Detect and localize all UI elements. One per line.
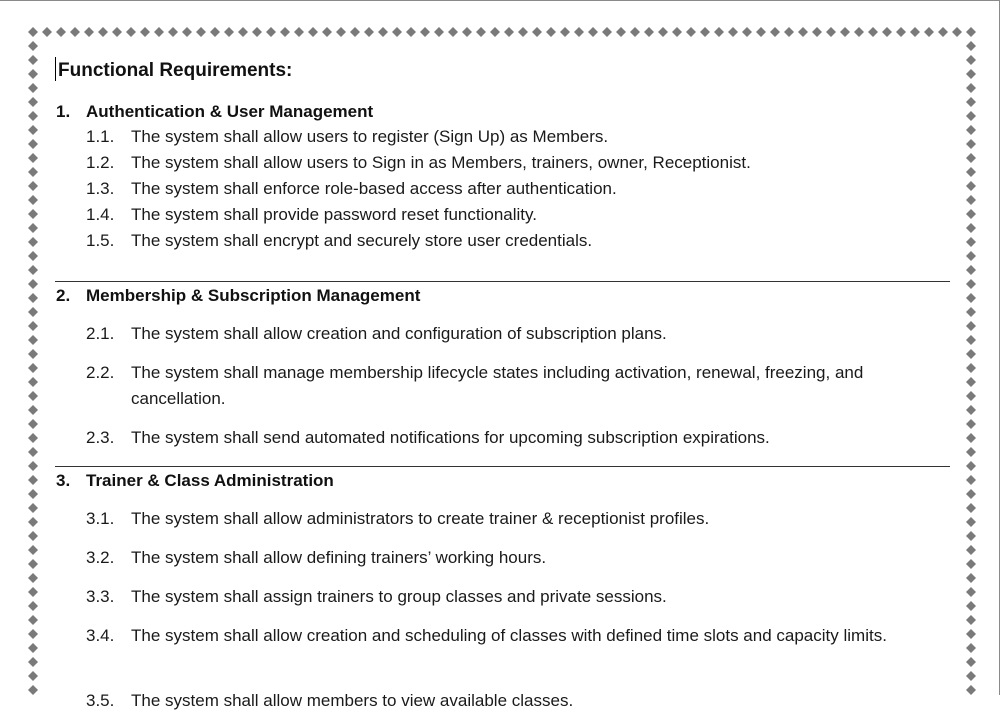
border-diamond <box>28 587 38 597</box>
requirement-number: 1.3. <box>86 179 115 198</box>
border-diamond <box>966 601 976 611</box>
requirement-number: 3.2. <box>86 548 115 567</box>
border-diamond <box>28 251 38 261</box>
border-diamond <box>28 83 38 93</box>
border-diamond <box>28 405 38 415</box>
requirement-number: 3.1. <box>86 509 115 528</box>
border-diamond <box>476 27 486 37</box>
section-3-title-text: Trainer & Class Administration <box>86 471 334 490</box>
border-diamond <box>574 27 584 37</box>
border-diamond <box>252 27 262 37</box>
border-diamond <box>196 27 206 37</box>
border-diamond <box>560 27 570 37</box>
requirement-text: The system shall provide password reset functionality. <box>131 205 537 224</box>
requirement-text: The system shall manage membership lifecycle states including activation, renewal, freezing, and cancellation. <box>131 363 864 408</box>
border-diamond <box>126 27 136 37</box>
border-diamond <box>392 27 402 37</box>
section-1-title[interactable] <box>56 101 373 123</box>
border-diamond <box>966 335 976 345</box>
border-diamond <box>280 27 290 37</box>
border-diamond <box>28 685 38 695</box>
requirement-item[interactable] <box>86 124 926 150</box>
border-diamond <box>966 657 976 667</box>
border-diamond <box>966 517 976 527</box>
border-diamond <box>28 419 38 429</box>
border-diamond <box>532 27 542 37</box>
requirement-item[interactable] <box>86 688 926 714</box>
border-diamond <box>28 657 38 667</box>
border-diamond <box>966 223 976 233</box>
requirement-number: 3.4. <box>86 626 115 645</box>
border-diamond <box>938 27 948 37</box>
border-diamond <box>966 587 976 597</box>
border-diamond <box>462 27 472 37</box>
border-diamond <box>490 27 500 37</box>
border-diamond <box>966 111 976 121</box>
border-diamond <box>966 181 976 191</box>
border-diamond <box>28 27 38 37</box>
section-1-number: 1. <box>56 102 71 121</box>
border-diamond <box>966 391 976 401</box>
border-diamond <box>28 237 38 247</box>
section-2-number: 2. <box>56 286 71 305</box>
border-diamond <box>28 97 38 107</box>
border-diamond <box>210 27 220 37</box>
border-diamond <box>966 209 976 219</box>
border-diamond <box>28 223 38 233</box>
section-3-title[interactable] <box>56 470 334 492</box>
border-diamond <box>602 27 612 37</box>
border-diamond <box>546 27 556 37</box>
border-diamond <box>854 27 864 37</box>
section-2-title-text: Membership & Subscription Management <box>86 286 421 305</box>
requirement-item[interactable] <box>86 360 926 412</box>
border-diamond <box>28 671 38 681</box>
requirement-item[interactable] <box>86 176 926 202</box>
border-diamond <box>224 27 234 37</box>
section-2-title[interactable] <box>56 285 420 307</box>
border-diamond <box>966 139 976 149</box>
border-diamond <box>42 27 52 37</box>
border-diamond <box>658 27 668 37</box>
border-diamond <box>182 27 192 37</box>
requirement-text: The system shall allow members to view available classes. <box>131 691 574 710</box>
border-diamond <box>266 27 276 37</box>
border-diamond <box>966 685 976 695</box>
border-diamond <box>140 27 150 37</box>
border-diamond <box>966 97 976 107</box>
border-diamond <box>28 391 38 401</box>
requirement-number: 1.2. <box>86 153 115 172</box>
border-diamond <box>672 27 682 37</box>
border-diamond <box>28 335 38 345</box>
requirement-number: 3.5. <box>86 691 115 710</box>
section-3-number: 3. <box>56 471 71 490</box>
border-diamond <box>28 307 38 317</box>
border-diamond <box>966 153 976 163</box>
requirement-item[interactable] <box>86 150 926 176</box>
border-diamond <box>966 545 976 555</box>
border-diamond <box>28 447 38 457</box>
border-diamond <box>336 27 346 37</box>
border-diamond <box>812 27 822 37</box>
requirement-text: The system shall allow administrators to create trainer & receptionist profiles. <box>131 509 710 528</box>
border-diamond <box>966 27 976 37</box>
border-diamond <box>924 27 934 37</box>
border-diamond <box>112 27 122 37</box>
border-diamond <box>686 27 696 37</box>
requirement-text: The system shall allow defining trainers’ working hours. <box>131 548 547 567</box>
section-1-title-text: Authentication & User Management <box>86 102 374 121</box>
border-diamond <box>28 503 38 513</box>
border-diamond <box>28 279 38 289</box>
border-diamond <box>966 251 976 261</box>
border-diamond <box>966 321 976 331</box>
border-diamond <box>840 27 850 37</box>
border-diamond <box>28 643 38 653</box>
requirement-number: 1.4. <box>86 205 115 224</box>
border-diamond <box>742 27 752 37</box>
border-diamond <box>966 307 976 317</box>
border-diamond <box>966 293 976 303</box>
border-diamond <box>826 27 836 37</box>
requirement-text: The system shall allow creation and configuration of subscription plans. <box>131 324 667 343</box>
border-diamond <box>966 629 976 639</box>
border-diamond <box>378 27 388 37</box>
requirement-number: 2.3. <box>86 428 115 447</box>
border-diamond <box>588 27 598 37</box>
requirement-number: 1.1. <box>86 127 115 146</box>
requirement-text: The system shall enforce role-based access after authentication. <box>131 179 617 198</box>
border-diamond <box>644 27 654 37</box>
border-diamond <box>700 27 710 37</box>
border-diamond <box>966 405 976 415</box>
border-diamond <box>966 237 976 247</box>
border-diamond <box>28 41 38 51</box>
requirement-item[interactable] <box>86 545 926 571</box>
border-diamond <box>56 27 66 37</box>
border-diamond <box>28 349 38 359</box>
border-diamond <box>966 671 976 681</box>
border-diamond <box>966 433 976 443</box>
border-diamond <box>966 461 976 471</box>
border-diamond <box>966 503 976 513</box>
border-diamond <box>28 69 38 79</box>
document-heading[interactable]: Functional Requirements: <box>58 60 293 81</box>
border-diamond <box>448 27 458 37</box>
border-diamond <box>28 139 38 149</box>
border-diamond <box>28 111 38 121</box>
requirement-text: The system shall send automated notifications for upcoming subscription expirations. <box>131 428 770 447</box>
requirement-text: The system shall assign trainers to group classes and private sessions. <box>131 587 667 606</box>
border-diamond <box>28 559 38 569</box>
border-diamond <box>504 27 514 37</box>
border-diamond <box>28 461 38 471</box>
text-cursor <box>55 57 56 81</box>
border-diamond <box>966 363 976 373</box>
border-diamond <box>28 321 38 331</box>
border-diamond <box>70 27 80 37</box>
border-diamond <box>966 419 976 429</box>
border-diamond <box>966 615 976 625</box>
requirement-item[interactable] <box>86 584 926 610</box>
border-diamond <box>966 349 976 359</box>
border-diamond <box>630 27 640 37</box>
section-divider <box>55 466 950 467</box>
border-diamond <box>434 27 444 37</box>
border-diamond <box>966 377 976 387</box>
border-diamond <box>952 27 962 37</box>
requirement-item[interactable] <box>86 425 926 451</box>
requirement-text: The system shall encrypt and securely store user credentials. <box>131 231 593 250</box>
border-diamond <box>28 181 38 191</box>
border-diamond <box>966 55 976 65</box>
border-diamond <box>966 531 976 541</box>
requirement-number: 3.3. <box>86 587 115 606</box>
border-diamond <box>28 167 38 177</box>
border-diamond <box>364 27 374 37</box>
border-diamond <box>966 643 976 653</box>
border-diamond <box>966 447 976 457</box>
border-diamond <box>28 363 38 373</box>
border-diamond <box>966 489 976 499</box>
border-diamond <box>28 615 38 625</box>
border-diamond <box>28 517 38 527</box>
border-diamond <box>28 475 38 485</box>
requirement-item[interactable] <box>86 321 926 347</box>
border-diamond <box>28 629 38 639</box>
border-diamond <box>28 531 38 541</box>
border-diamond <box>966 41 976 51</box>
border-diamond <box>966 265 976 275</box>
border-diamond <box>798 27 808 37</box>
border-diamond <box>238 27 248 37</box>
border-diamond <box>966 83 976 93</box>
requirement-text: The system shall allow creation and scheduling of classes with defined time slots and capacity limits. <box>131 626 887 645</box>
border-diamond <box>28 601 38 611</box>
border-diamond <box>28 573 38 583</box>
border-diamond <box>28 489 38 499</box>
border-diamond <box>882 27 892 37</box>
border-diamond <box>84 27 94 37</box>
border-diamond <box>518 27 528 37</box>
border-diamond <box>154 27 164 37</box>
border-diamond <box>350 27 360 37</box>
border-diamond <box>966 279 976 289</box>
border-diamond <box>28 433 38 443</box>
border-diamond <box>28 125 38 135</box>
border-diamond <box>28 545 38 555</box>
border-diamond <box>896 27 906 37</box>
border-diamond <box>966 573 976 583</box>
border-diamond <box>28 377 38 387</box>
border-diamond <box>756 27 766 37</box>
border-diamond <box>294 27 304 37</box>
border-diamond <box>728 27 738 37</box>
border-diamond <box>308 27 318 37</box>
border-diamond <box>98 27 108 37</box>
requirement-number: 2.2. <box>86 363 115 382</box>
border-diamond <box>966 69 976 79</box>
border-diamond <box>28 195 38 205</box>
border-diamond <box>28 265 38 275</box>
requirement-number: 1.5. <box>86 231 115 250</box>
border-diamond <box>966 195 976 205</box>
requirement-item[interactable] <box>86 506 926 532</box>
border-diamond <box>784 27 794 37</box>
border-diamond <box>966 475 976 485</box>
border-diamond <box>966 125 976 135</box>
requirement-text: The system shall allow users to Sign in as Members, trainers, owner, Receptionist. <box>131 153 751 172</box>
border-diamond <box>28 153 38 163</box>
border-diamond <box>406 27 416 37</box>
requirement-number: 2.1. <box>86 324 115 343</box>
border-diamond <box>28 55 38 65</box>
border-diamond <box>714 27 724 37</box>
border-diamond <box>28 293 38 303</box>
border-diamond <box>966 559 976 569</box>
border-diamond <box>28 209 38 219</box>
border-diamond <box>910 27 920 37</box>
border-diamond <box>616 27 626 37</box>
border-diamond <box>420 27 430 37</box>
border-diamond <box>322 27 332 37</box>
requirement-item[interactable] <box>86 623 926 649</box>
requirement-item[interactable] <box>86 228 926 254</box>
border-diamond <box>868 27 878 37</box>
requirement-item[interactable] <box>86 202 926 228</box>
section-divider <box>55 281 950 282</box>
requirement-text: The system shall allow users to register (Sign Up) as Members. <box>131 127 609 146</box>
border-diamond <box>168 27 178 37</box>
border-diamond <box>966 167 976 177</box>
border-diamond <box>770 27 780 37</box>
